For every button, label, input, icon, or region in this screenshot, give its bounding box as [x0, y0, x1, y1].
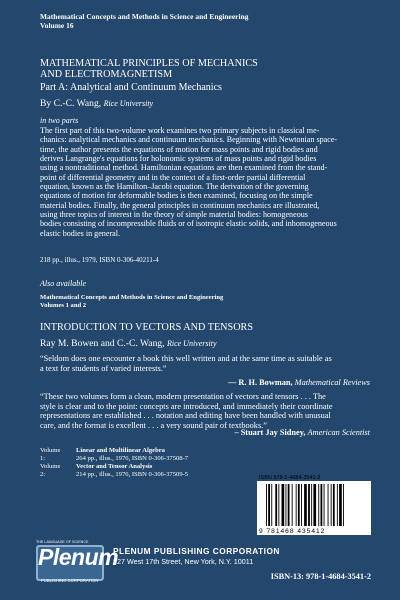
review-attribution-2: – Stuart Jay Sidney, American Scientist — [234, 428, 370, 437]
publisher-address: 227 West 17th Street, New York, N.Y. 10011 — [113, 557, 254, 566]
review-attribution-1: — R. H. Bowman, Mathematical Reviews — [228, 378, 370, 387]
barcode-digits: 9 781468 435412 — [259, 528, 326, 535]
barcode-bar — [318, 484, 319, 526]
barcode-bar — [301, 484, 302, 526]
authors-names: Ray M. Bowen and C.-C. Wang, — [40, 338, 165, 349]
barcode-bar — [308, 484, 310, 526]
volume-info: 264 pp., illus., 1976, ISBN 0-306-37508-7 — [76, 454, 189, 462]
also-available-heading: Also available — [40, 279, 86, 288]
barcode-bar — [324, 484, 325, 526]
series-heading-2: Mathematical Concepts and Methods in Science and Engineering Volumes 1 and 2 — [40, 294, 224, 309]
barcode-bar — [271, 484, 272, 526]
barcode-bar — [337, 484, 338, 526]
authors-affiliation: Rice University — [166, 339, 217, 348]
logo-subtext: PUBLISHING CORPORATION — [41, 578, 99, 583]
barcode-bar — [292, 484, 293, 526]
barcode-bar — [321, 484, 323, 526]
logo-wordmark: Plenum — [38, 544, 119, 570]
series-name: Mathematical Concepts and Methods in Science and Engineering — [40, 12, 249, 21]
review-quote-1: “Seldom does one encounter a book this well written and at the same time as suitable as a text for students of varied interests.” — [40, 354, 332, 373]
author-affiliation: Rice University — [103, 99, 154, 108]
barcode-bar — [286, 484, 287, 526]
volume-label: Volume 2: — [40, 463, 61, 478]
book-title: MATHEMATICAL PRINCIPLES OF MECHANICS AND ELECTROMAGNETISM — [40, 58, 258, 80]
barcode-bar — [268, 484, 270, 526]
barcode-bar — [288, 484, 290, 526]
book-publication-info: 218 pp., illus., 1979, ISBN 0-306-40211-4 — [40, 256, 159, 264]
volume-title: Linear and Multilinear Algebra — [76, 447, 165, 454]
barcode-bar — [313, 484, 316, 526]
barcode-bar — [311, 484, 312, 526]
barcode-bar — [343, 484, 344, 526]
series-volume: Volume 16 — [40, 21, 74, 30]
book-description: The first part of this two-volume work examines two primary subjects in classical me- chanics: analytical mechanics and continuum mechanics. Beginning with Newtonian space- time, the author presents the equations of motion for mass points and rigid bodies and derives Langrange's equations for holonomic systems of mass points and rigid bodies using a nontraditional method. Hamiltonian equations are then examined from the stand- point of differential geometry and in the context of a first-order partial differential equation, known as the Hamilton–Jacobi equation. The derivation of the governing equations of motion for deformable bodies is then examined, focusing on the simple material bodies. Finally, the general principles in continuum mechanics are illustrated, using three topics of interest in the theory of simple material bodies: homogeneous bodies consisting of incompressible fluids or of isotropic elastic solids, and inhomogeneous elastic bodies in general. — [40, 126, 338, 238]
barcode-bar — [296, 484, 297, 526]
isbn-13: ISBN-13: 978-1-4684-3541-2 — [270, 572, 371, 581]
barcode-isbn-label: ISBN 978-1-4684-3541-2 — [259, 475, 321, 481]
barcode-bar — [328, 484, 329, 526]
book-part-subtitle: Part A: Analytical and Continuum Mechanics — [40, 82, 222, 93]
barcode-bar — [278, 484, 279, 526]
barcode-bar — [275, 484, 277, 526]
in-two-parts-note: in two parts — [40, 116, 79, 125]
author-name: By C.-C. Wang, — [40, 98, 102, 109]
barcode-bar — [282, 484, 285, 526]
volume-label: Volume 1: — [40, 447, 61, 462]
publisher-name: PLENUM PUBLISHING CORPORATION — [113, 546, 280, 556]
volume-title: Vector and Tensor Analysis — [76, 463, 153, 470]
barcode-bar — [304, 484, 307, 526]
review-quote-2: “These two volumes form a clean, modern presentation of vectors and tensors . . . The style is clear and to the point: concepts are introduced, and immediately their coordinate representations are established . . . notation and editing have been handled with unusual care, and the format is excellent . . . a very sound pair of textbooks.” — [40, 392, 333, 430]
barcode-bar — [298, 484, 300, 526]
barcode-bar — [331, 484, 332, 526]
barcode-bar — [266, 484, 267, 526]
volume-info: 214 pp., illus., 1976, ISBN 0-306-37509-5 — [76, 470, 189, 478]
barcode-bar — [339, 484, 342, 526]
book2-title: INTRODUCTION TO VECTORS AND TENSORS — [40, 322, 254, 333]
logo-tagline: THE LANGUAGE OF SCIENCE — [36, 540, 89, 544]
barcode-bar — [333, 484, 335, 526]
